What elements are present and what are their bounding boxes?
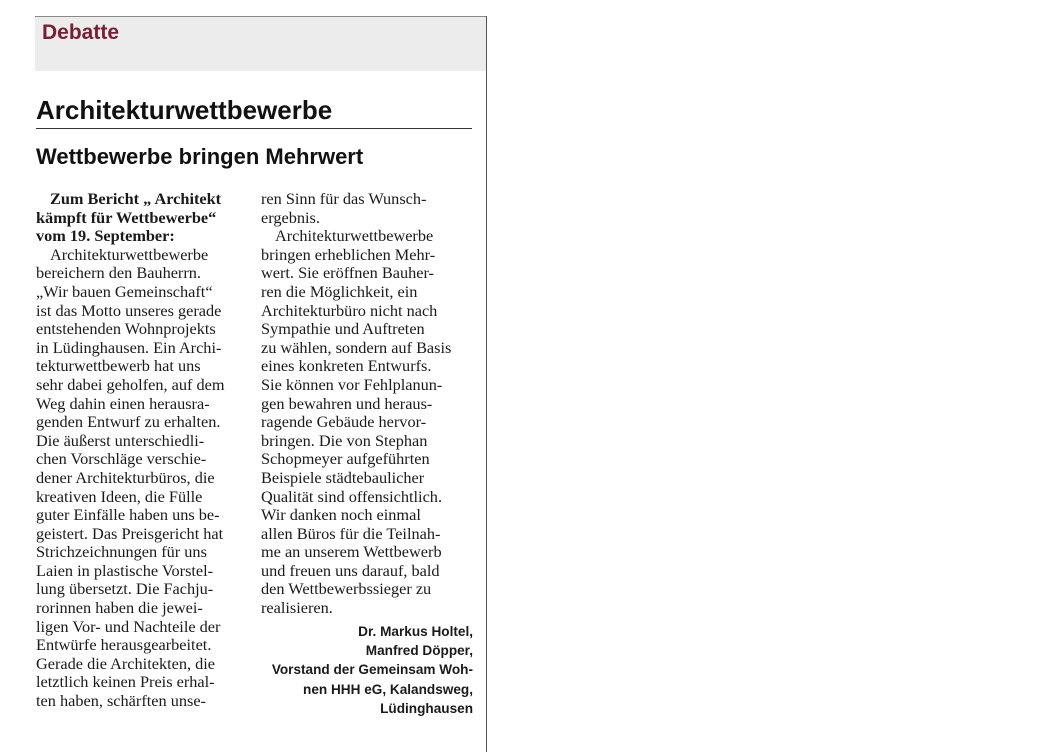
clipping-right-border <box>486 16 487 752</box>
text-line: dener Architekturbüros, die <box>36 467 215 487</box>
text-line: und freuen uns darauf, bald <box>261 560 440 580</box>
text-line: Architekturbüro nicht nach <box>261 300 438 320</box>
signature-line: Lüdinghausen <box>380 700 473 716</box>
text-line: bringen. Die von Stephan <box>261 430 428 450</box>
text-line: realisieren. <box>261 598 333 618</box>
text-line: „Wir bauen Gemeinschaft“ <box>36 281 213 301</box>
text-line: ist das Motto unseres gerade <box>36 300 222 320</box>
text-line: vom 19. September: <box>36 226 175 246</box>
text-line: tekturwettbewerb hat uns <box>36 356 201 376</box>
text-line: Die äußerst unterschiedli- <box>36 430 205 450</box>
text-line: ten haben, schärften unse- <box>36 691 206 711</box>
signature-line: Vorstand der Gemeinsam Woh- <box>271 662 473 678</box>
text-line: chen Vorschläge verschie- <box>36 449 207 469</box>
text-line: ergebnis. <box>261 207 320 227</box>
article-column-2 <box>261 190 475 618</box>
text-line: Sie können vor Fehlplanun- <box>261 374 443 394</box>
text-line: Laien in plastische Vorstel- <box>36 560 214 580</box>
text-line: ragende Gebäude hervor- <box>261 412 427 432</box>
text-line: wert. Sie eröffnen Bauher- <box>261 263 434 283</box>
text-line: Zum Bericht „ Architekt <box>50 189 222 208</box>
text-line: kämpft für Wettbewerbe“ <box>36 207 217 227</box>
text-line: Architekturwettbewerbe <box>275 226 434 246</box>
text-line: sehr dabei geholfen, auf dem <box>36 374 225 394</box>
topic-heading: Architekturwettbewerbe <box>36 95 333 125</box>
text-line: Wir danken noch einmal <box>261 505 421 525</box>
text-line: Architekturwettbewerbe <box>50 244 209 264</box>
article-headline: Wettbewerbe bringen Mehrwert <box>36 144 364 169</box>
text-line: me an unserem Wettbewerb <box>261 542 442 562</box>
text-line: Entwürfe herausgearbeitet. <box>36 635 212 655</box>
text-line: Gerade die Architekten, die <box>36 653 216 673</box>
section-label: Debatte <box>42 21 120 44</box>
text-line: geistert. Das Preisgericht hat <box>36 523 224 543</box>
article-column-1 <box>36 190 256 711</box>
text-line: Strichzeichnungen für uns <box>36 542 207 562</box>
text-line: Beispiele städtebaulicher <box>261 467 425 487</box>
signature-line: Manfred Döpper, <box>365 643 473 659</box>
text-line: allen Büros für die Teilnah- <box>261 523 441 543</box>
text-line: kreativen Ideen, die Fülle <box>36 486 203 506</box>
signature-line: nen HHH eG, Kalandsweg, <box>303 681 473 697</box>
text-line: in Lüdinghausen. Ein Archi- <box>36 337 222 357</box>
text-line: Weg dahin einen herausra- <box>36 393 210 413</box>
text-line: Schopmeyer aufgeführten <box>261 449 430 469</box>
text-line: bereichern den Bauherrn. <box>36 263 201 283</box>
text-line: guter Einfälle haben uns be- <box>36 505 220 525</box>
text-line: entstehenden Wohnprojekts <box>36 319 216 339</box>
text-line: bringen erheblichen Mehr- <box>261 244 436 264</box>
text-line: eines konkreten Entwurfs. <box>261 356 432 376</box>
text-line: Qualität sind offensichtlich. <box>261 486 443 506</box>
text-line: ren Sinn für das Wunsch- <box>261 189 427 208</box>
letter-signature <box>261 622 473 718</box>
text-line: zu wählen, sondern auf Basis <box>261 337 452 357</box>
signature-line: Dr. Markus Holtel, <box>358 624 473 639</box>
topic-divider <box>36 128 472 129</box>
text-line: den Wettbewerbssieger zu <box>261 579 432 599</box>
text-line: letztlich keinen Preis erhal- <box>36 672 215 692</box>
text-line: gen bewahren und heraus- <box>261 393 433 413</box>
text-line: genden Entwurf zu erhalten. <box>36 412 221 432</box>
text-line: Sympathie und Auftreten <box>261 319 425 339</box>
text-line: lung übersetzt. Die Fachju- <box>36 579 214 599</box>
text-line: rorinnen haben die jewei- <box>36 598 203 618</box>
text-line: ligen Vor- und Nachteile der <box>36 616 221 636</box>
text-line: ren die Möglichkeit, ein <box>261 281 418 301</box>
